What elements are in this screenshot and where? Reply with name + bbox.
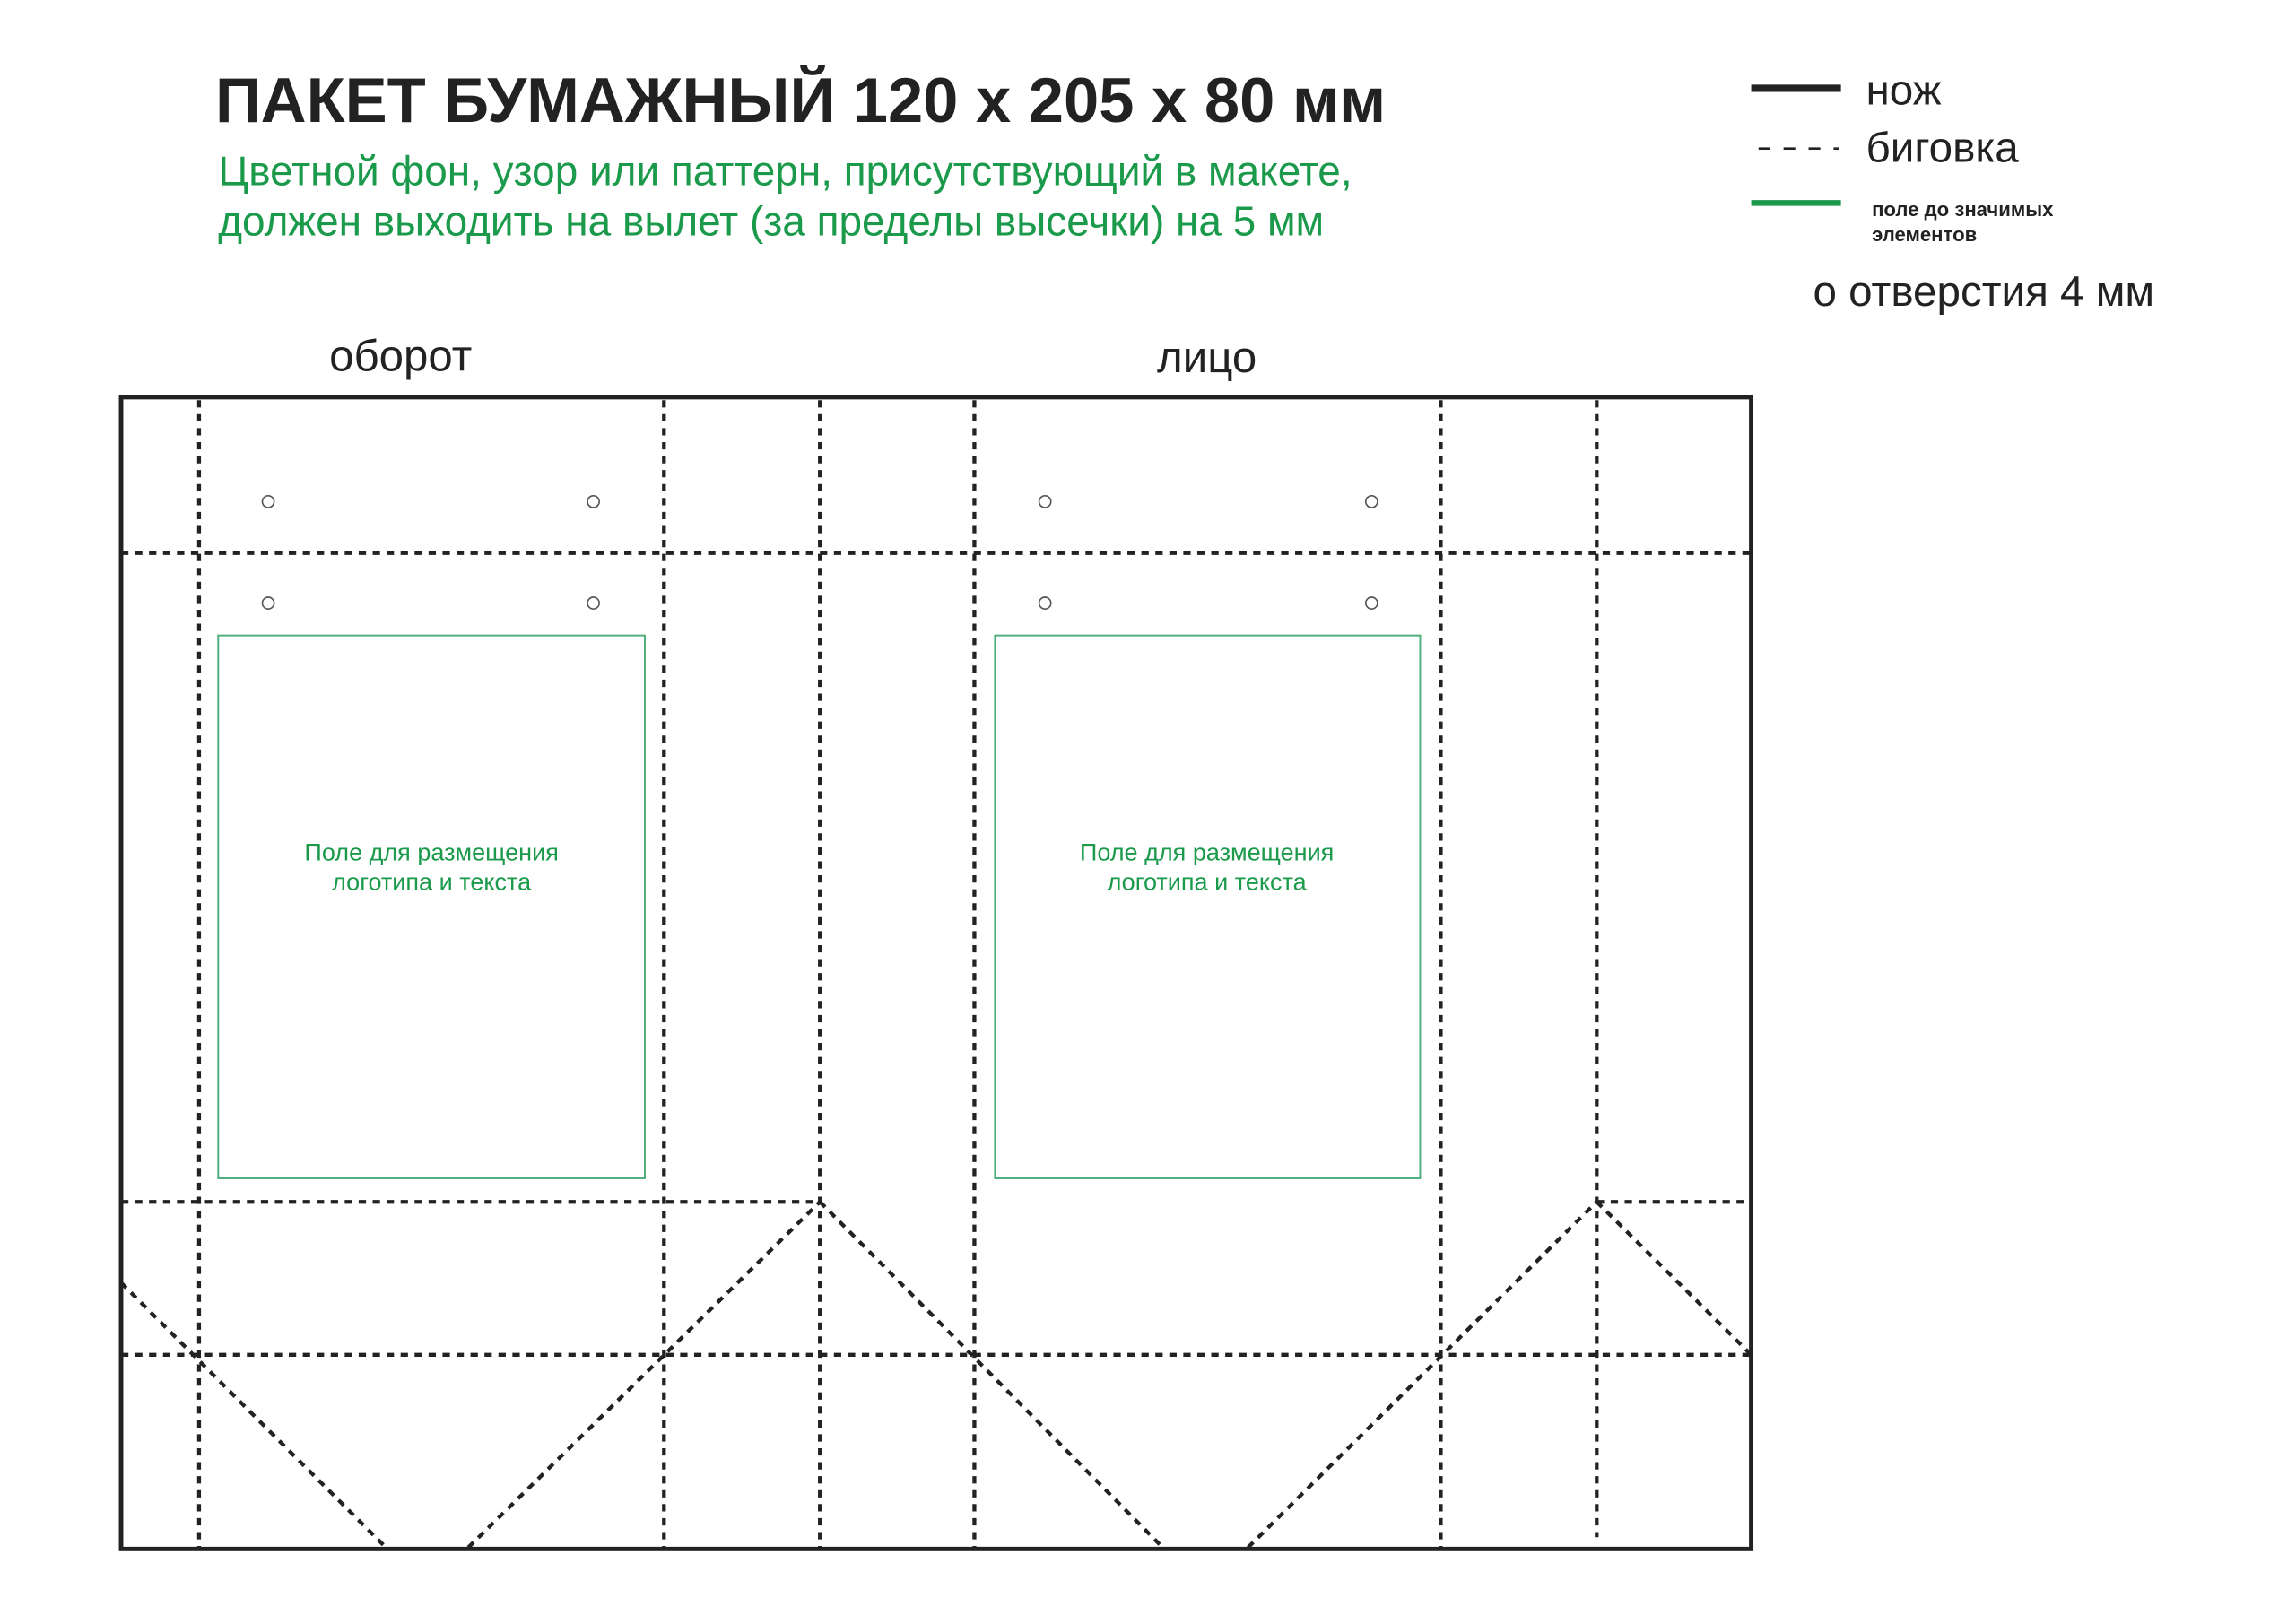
hole-icon [262,597,274,609]
front-side-label: лицо [1157,333,1257,383]
front-logo-text-2: логотипа и текста [1107,868,1307,896]
hole-icon [1039,597,1051,609]
knife-outline [121,397,1752,1549]
legend-knife-label: нож [1866,66,1942,115]
hole-icon [587,597,599,609]
hole-icon [1366,496,1378,508]
fold-lines [121,400,1752,1548]
bleed-note-line2: должен выходить на вылет (за пределы высечки) на 5 мм [218,197,1325,245]
legend-safe-label-2: элементов [1872,223,1978,247]
legend [1752,66,2155,316]
hole-icon [262,496,274,508]
front-logo-text-1: Поле для размещения [1079,838,1335,866]
legend-safe-label-1: поле до значимых [1872,198,2054,221]
page-title: ПАКЕТ БУМАЖНЫЙ 120 х 205 х 80 мм [214,65,1387,136]
bleed-note-line1: Цветной фон, узор или паттерн, присутствующий в макете, [218,147,1352,195]
back-logo-safe-zone [218,636,645,1178]
hole-icon [1039,496,1051,508]
back-logo-text-2: логотипа и текста [332,868,532,896]
back-logo-text-1: Поле для размещения [304,838,559,866]
diagonal-fold-line [820,1202,1162,1547]
diagonal-fold-line [121,1282,386,1547]
diagonal-fold-line [1248,1202,1597,1547]
hole-icon [1366,597,1378,609]
diagonal-fold-line [1596,1202,1751,1355]
legend-holes-label: о отверстия 4 мм [1813,268,2155,317]
hole-icon [587,496,599,508]
legend-fold-label: биговка [1866,124,2019,172]
front-logo-safe-zone [995,636,1420,1178]
back-side-label: оборот [329,331,473,381]
diagonal-fold-line [468,1202,820,1547]
